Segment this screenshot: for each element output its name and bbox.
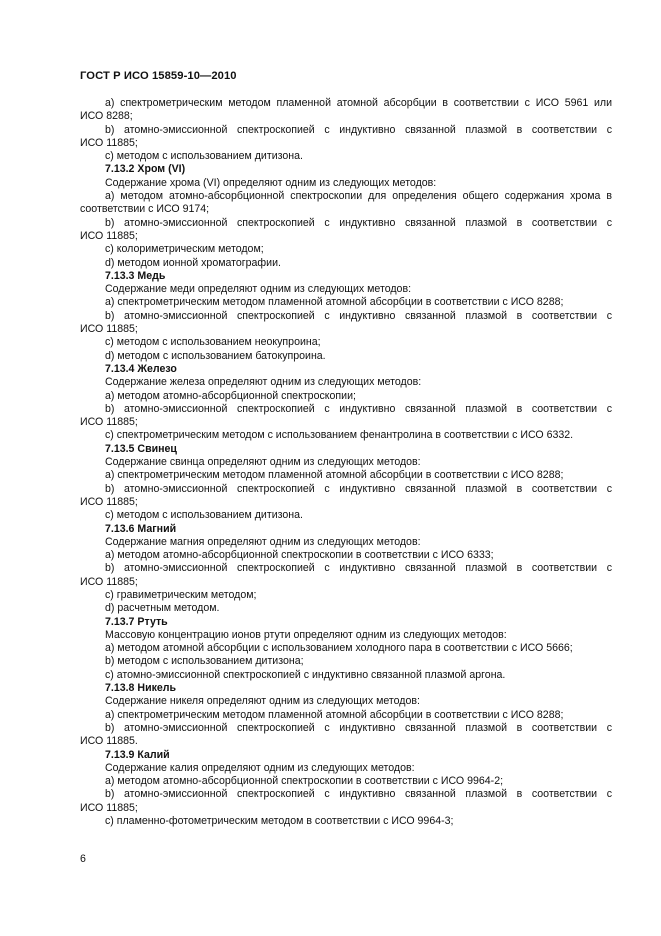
page-number: 6 — [80, 853, 86, 865]
section-heading-iron — [80, 363, 612, 376]
section-title: Медь — [137, 269, 166, 282]
section-number: 7.13.8 — [105, 682, 135, 695]
section-lead: Содержание магния определяют одним из следующих методов: — [105, 535, 421, 548]
document-body — [80, 97, 612, 828]
section-lead: Содержание хрома (VI) определяют одним из следующих методов: — [105, 176, 437, 189]
section-title: Ртуть — [137, 615, 168, 628]
section-heading-mercury — [80, 616, 612, 629]
list-item: с) спектрометрическим методом с использованием фенантролина в соответствии с ИСО 6332. — [105, 429, 574, 442]
list-item: b) атомно-эмиссионной спектроскопией с индуктивно связанной плазмой в соответствии с — [105, 482, 612, 495]
list-item: b) атомно-эмиссионной спектроскопией с индуктивно связанной плазмой в соответствии с — [105, 562, 612, 575]
section-title: Калий — [137, 748, 170, 761]
list-item-continuation: ИСО 11885. — [80, 735, 138, 748]
list-item: а) методом атомно-абсорбционной спектроскопии в соответствии с ИСО 9964-2; — [105, 775, 504, 788]
list-item: с) методом с использованием неокупроина; — [105, 336, 321, 349]
section-heading-lead — [80, 443, 612, 456]
section-number: 7.13.9 — [105, 748, 135, 761]
list-item: а) спектрометрическим методом пламенной атомной абсорбции в соответствии с ИСО 8288; — [105, 296, 564, 309]
list-item: с) колориметрическим методом; — [105, 243, 264, 256]
list-item-continuation: ИСО 11885; — [80, 229, 138, 242]
list-item: а) спектрометрическим методом пламенной атомной абсорбции в соответствии с ИСО 8288; — [105, 469, 564, 482]
list-item: b) атомно-эмиссионной спектроскопией с индуктивно связанной плазмой в соответствии с — [105, 123, 612, 136]
section-lead: Содержание железа определяют одним из следующих методов: — [105, 376, 422, 389]
section-number: 7.13.2 — [105, 163, 135, 176]
list-item: а) методом атомной абсорбции с использованием холодного пара в соответствии с ИСО 5666; — [105, 642, 573, 655]
document-header: ГОСТ Р ИСО 15859-10—2010 — [80, 70, 237, 82]
list-item-continuation: ИСО 11885; — [80, 136, 138, 149]
section-number: 7.13.5 — [105, 442, 135, 455]
list-item-continuation: соответствии с ИСО 9174; — [80, 203, 210, 216]
list-item: d) расчетным методом. — [105, 602, 220, 615]
section-lead: Массовую концентрацию ионов ртути определяют одним из следующих методов: — [105, 628, 507, 641]
section-heading-chromium — [80, 163, 612, 176]
list-item: а) методом атомно-абсорбционной спектроскопии для определения общего содержания хрома в — [105, 190, 612, 203]
list-item: а) методом атомно-абсорбционной спектроскопии в соответствии с ИСО 6333; — [105, 549, 494, 562]
section-lead: Содержание меди определяют одним из следующих методов: — [105, 283, 412, 296]
list-item: с) методом с использованием дитизона. — [105, 150, 303, 163]
list-item-continuation: ИСО 11885; — [80, 801, 138, 814]
section-number: 7.13.4 — [105, 362, 135, 375]
section-title: Железо — [137, 362, 177, 375]
list-item: b) методом с использованием дитизона; — [105, 655, 304, 668]
section-title: Никель — [137, 682, 177, 695]
section-lead: Содержание калия определяют одним из следующих методов: — [105, 761, 415, 774]
list-item: b) атомно-эмиссионной спектроскопией с индуктивно связанной плазмой в соответствии с — [105, 788, 612, 801]
section-lead: Содержание никеля определяют одним из следующих методов: — [105, 695, 420, 708]
section-title: Хром (VI) — [137, 163, 186, 176]
section-number: 7.13.3 — [105, 269, 135, 282]
list-item-continuation: ИСО 11885; — [80, 323, 138, 336]
list-item: с) атомно-эмиссионной спектроскопией с индуктивно связанной плазмой аргона. — [105, 668, 506, 681]
section-number: 7.13.7 — [105, 615, 135, 628]
list-item: d) методом ионной хроматографии. — [105, 256, 281, 269]
section-heading-nickel — [80, 682, 612, 695]
list-item: а) спектрометрическим методом пламенной атомной абсорбции в соответствии с ИСО 5961 или — [105, 97, 612, 109]
section-number: 7.13.6 — [105, 522, 135, 535]
list-item: с) пламенно-фотометрическим методом в соответствии с ИСО 9964-3; — [105, 815, 454, 828]
list-item: d) методом с использованием батокупроина. — [105, 349, 326, 362]
list-item: b) атомно-эмиссионной спектроскопией с индуктивно связанной плазмой в соответствии с — [105, 721, 612, 734]
list-item: b) атомно-эмиссионной спектроскопией с индуктивно связанной плазмой в соответствии с — [105, 309, 612, 322]
section-title: Свинец — [137, 442, 177, 455]
list-item: с) гравиметрическим методом; — [105, 588, 257, 601]
list-item-continuation: ИСО 11885; — [80, 416, 138, 429]
list-item-continuation: ИСО 8288; — [80, 110, 133, 123]
section-lead: Содержание свинца определяют одним из следующих методов: — [105, 456, 421, 469]
list-item: b) атомно-эмиссионной спектроскопией с индуктивно связанной плазмой в соответствии с — [105, 216, 612, 229]
list-item: а) спектрометрическим методом пламенной атомной абсорбции в соответствии с ИСО 8288; — [105, 708, 564, 721]
list-item: а) методом атомно-абсорбционной спектроскопии; — [105, 389, 356, 402]
list-item: b) атомно-эмиссионной спектроскопией с индуктивно связанной плазмой в соответствии с — [105, 402, 612, 415]
section-title: Магний — [137, 522, 177, 535]
list-item: с) методом с использованием дитизона. — [105, 509, 303, 522]
section-heading-copper — [80, 270, 612, 283]
list-item-continuation: ИСО 11885; — [80, 495, 138, 508]
list-item-continuation: ИСО 11885; — [80, 575, 138, 588]
section-heading-magnesium — [80, 523, 612, 536]
section-heading-potassium — [80, 749, 612, 762]
